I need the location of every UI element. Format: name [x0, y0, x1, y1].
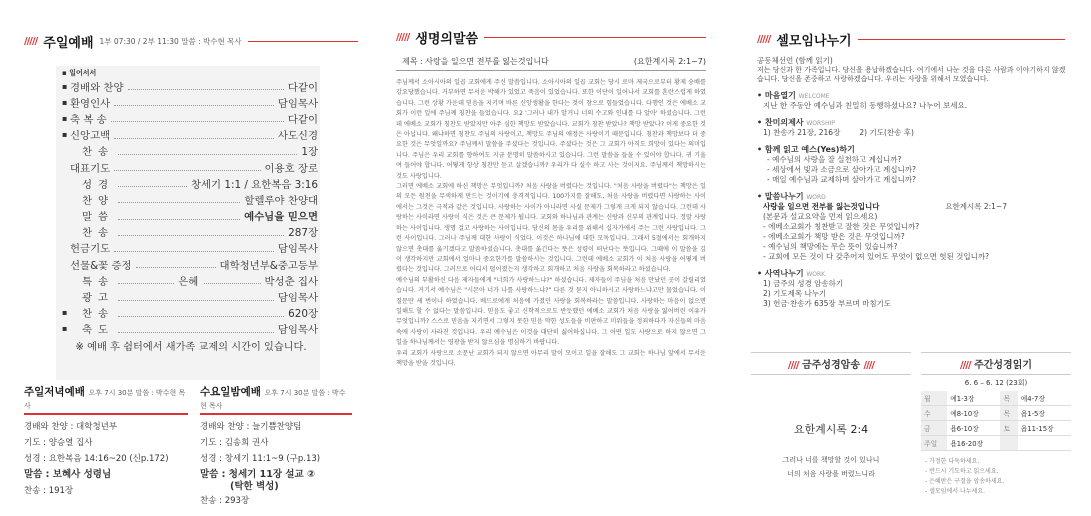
sermon-title-row — [396, 56, 706, 71]
evening-line: 찬송 : 191장 — [24, 486, 74, 496]
bullet-icon: ▪ — [62, 113, 68, 123]
evening-line: 성경 : 요한복음 14:16~20 (신p.172) — [24, 454, 169, 464]
slash-icon: ///// — [24, 36, 38, 47]
order-row — [62, 305, 320, 321]
order-value: 담임목사 — [277, 97, 318, 110]
slash-icon: ///// — [757, 34, 771, 45]
wednesday-line: 경배와 찬양 : 늘기쁨찬양팀 — [200, 422, 302, 432]
worship-column — [0, 0, 358, 516]
wednesday-lines — [200, 419, 352, 509]
order-value: 담임목사 — [277, 243, 318, 256]
bullet-icon: ▪ — [62, 130, 68, 140]
sermon-paragraph: 주님께서 소아시아의 일곱 교회에게 주신 말씀입니다. 소아시아의 일곱 교회는 당시 로마 제국으로부터 황제 숭배를 강요당했습니다. 거부하면 무서운 박해가 있었고 죽음이 있었습니다. 또한 이단이 일어나서 교회를 혼란스럽게 하였습니다. 그런 상황 가운데 믿음을 지키며 바른 신앙생활을 한다는 것이 참으로 힘들었습니다. 다행인 것은 에베소 교회가 이런 일에 주님께 칭찬을 들었습니다. 요2 '그러나 내가 알거니 너의 수고와 인내를 다 알아' 하셨습니다. 그런데 에베소 교회가 칭찬도 받았지만 아주 심한 책망도 받았습니다. 교회가 칭찬 받았나? 책망 받았나? 이게 중요한 것은 아닙니다. 왜냐하면 칭찬도 주님의 사랑이고, 책망도 주님의 애정은 사랑이기 때문입니다. 칭찬과 책망보다 더 중요한 것은 무엇일까요? 주님께서 말씀을 주셨다는 것입니다. 주셨다는 것은 그 교회가 아직도 희망이 있다는 의미입니다. 주님은 우리 교회를 향하여도 지금 분명히 말씀하시고 있습니다. 그런 말씀을 들을 수 있어야 합니다. 귀 기울여 들어야 합니다. 어떻게 항상 칭찬만 듣고 살겠습니까? 우리가 다 실수 하고 사는 것이지요. 주님께서 책망하시는 것도 사랑입니다. — [396, 79, 706, 180]
life-header — [396, 28, 706, 47]
q-word-item: - 에베소교회가 책망 받은 것은 무엇입니까? — [763, 232, 905, 241]
worship-note: ※ 예배 후 쉼터에서 새가족 교제의 시간이 있습니다. — [75, 342, 307, 353]
cell-title: 셀모임나누기 — [776, 34, 852, 49]
reading-passage: 예4-7장 — [1018, 391, 1071, 406]
q-word-sermon: 사랑을 일으면 전부를 잃는것입니다 요한계시록 2:1~7 — [763, 202, 1007, 211]
order-value: 할렐루야 찬양대 — [244, 194, 318, 207]
q-work-item: 2) 기도제목 나누기 — [763, 289, 827, 298]
wednesday-line: 성경 : 창세기 11:1~9 (구p.13) — [200, 454, 321, 464]
declaration: 저는 당신과 한 가족입니다. 당신을 용납하겠습니다. 여기에서 나눈 것을 다른 사람과 이야기하지 않겠습니다. 당신을 존중하고 사랑하겠습니다. 우리는 사랑을 위해서 모였습니다. — [757, 66, 1066, 83]
order-label: 말씀 — [82, 211, 115, 224]
order-label: 성경 — [82, 178, 115, 191]
reading-row — [921, 436, 1071, 451]
q-word-item: - 에베소교회가 칭찬받고 잘한 것은 무엇입니까? — [763, 222, 920, 231]
reading-row — [921, 421, 1071, 436]
cell-column — [733, 0, 1091, 516]
life-column — [364, 0, 726, 516]
reading-row — [921, 391, 1071, 406]
order-row — [62, 159, 320, 175]
order-label: 찬송 — [82, 227, 115, 240]
order-row — [62, 127, 320, 143]
order-value: 창세기 1:1 / 요한복음 3:16 — [190, 178, 318, 191]
q-work: • 사역나누기 WORK — [757, 269, 826, 278]
reading-passage: 욥16-20장 — [947, 436, 1000, 451]
order-row — [62, 256, 320, 272]
reading-day — [1000, 436, 1017, 451]
memory-title: //// 금주성경암송 //// — [751, 352, 911, 375]
reading-day: 월 — [921, 391, 947, 406]
reading-passage: 예1-3장 — [947, 391, 1000, 406]
bullet-icon: ▪ — [62, 324, 68, 334]
reading-note: - 셀모임에서 나누세요. — [925, 488, 986, 495]
order-row — [62, 224, 320, 240]
order-value: 박성춘 집사 — [264, 275, 318, 288]
order-value: 예수님을 믿으면 — [244, 211, 318, 224]
order-label: 찬송 — [82, 308, 115, 321]
reading-day: 금 — [921, 421, 947, 436]
worship-order — [56, 66, 320, 380]
bullet-icon: ▪ — [62, 81, 68, 91]
memory-line: 너의 처음 사랑을 버렸느니라 — [787, 470, 875, 478]
order-value: 담임목사 — [277, 324, 318, 337]
intro-label: ▪ 일어서서 — [62, 69, 97, 77]
order-row — [62, 288, 320, 304]
order-row — [62, 208, 320, 224]
memory-line: 그러나 너를 책망할 것이 있나니 — [782, 456, 880, 464]
order-label: 환영인사 — [70, 97, 111, 110]
order-label: 광고 — [82, 292, 115, 305]
sermon-paragraph: 우리 교회가 사랑으로 소문난 교회가 되지 않으면 아무리 말이 모이고 일을 잘해도 그 교회는 하나님 앞에서 무서운 책망을 받을 것입니다. — [396, 349, 706, 367]
order-row — [62, 240, 320, 256]
order-value: 담임목사 — [277, 292, 318, 305]
bullet-icon: ▪ — [62, 97, 68, 107]
sermon-paragraph: 예수님의 부활하신 다음 제자들에게 "너희가 사랑하느냐?" 하셨습니다. 제자들이 주님을 처음 만났던 곳이 갈릴리였습니다. 거기서 예수님은 "시몬아 너가 나를 사랑하느냐?" 다른 것 묻지 아니하시고 사랑하느냐고만 물었습니다. 이 질문만 세 번이나 하였습니다. 베드로에게 처음에 가졌던 사랑을 회복하라는 말씀입니다. 사랑하는 마음이 없으면 일해도 할 수 없다는 말씀입니다. 믿음도 좋고 신학적으로도 반듯했던 에베소 교회가 처음 사랑을 잃어버린 이유가 무엇입니까? 스스로 믿음을 지키면서 그렇지 못한 믿음 약한 성도들을 비판하고 미워들을 정죄하다가 자신들의 마음속에 사랑이 사라진 것입니다. 우리 예수님은 이것을 대단히 싫어하십니다. 그 어떤 일도 사랑으로 하지 않으면 그 일을 하나님께서는 영광을 받지 않으심을 명심하기 바랍니다. — [396, 276, 706, 347]
memory-verse-box — [751, 352, 911, 512]
worship-subtitle: 1부 07:30 / 2부 11:30 말씀 : 박수현 목사 — [99, 37, 242, 46]
sermon-paragraph: 그러면 에베소 교회에 하신 책망은 무엇입니까? 처음 사랑을 버렸다는 것입니다. "처음 사랑을 버렸다"는 책망은 일의 모든 원천을 무색하게 만드는 것이기에 충격적입니다. 100가지를 잘해도, 처음 사랑을 버렸다면 사랑하는 사이에서는 그것은 극적과 같은 것입니다. 사랑하는 사이가 아니라면 사실 문제가 그렇게 크게 되지 않습니다. 그런데 사랑하는 사이라면 사랑이 식은 것은 큰 문제가 됩니다. 교회와 하나님과 관계는 신랑과 신부의 관계입니다. 정말 사랑하는 사이입니다. 생명 걸고 사랑하는 사이입니다. 당신의 몸을 우리를 위해서 십자가에서 주는 그런 사랑입니다. 그런 사이입니다. 그러나 주님께 대한 사랑이 식었다. 이것은 하나님에 대한 모독입니다. 그래서 5절에서는 회개하지 않으면 촛대를 옮기겠다고 말씀하셨습니다. 촛대를 옮긴다는 뜻은 성령이 떠난다는 뜻입니다. 그때에 이 말씀을 깊이 생각하지만 교회에서 얼마나 중요한가를 말씀하시는 것입니다. 그런데 에베소 교회가 이 처음 사랑을 어떻게 버렸다는 것입니다. 그러므로 어디서 떨어졌는지 생각하고 회개하고 처음 사랑을 회복하라고 하셨습니다. — [396, 183, 706, 274]
evening-lines — [24, 419, 188, 499]
q-work-item: 1) 금주의 성경 암송하기 — [763, 279, 844, 288]
order-value: 1장 — [301, 146, 318, 159]
wednesday-worship — [200, 384, 352, 509]
evening-line: 기도 : 양승열 집사 — [24, 438, 93, 448]
order-value: 다같이 — [287, 113, 318, 126]
order-label: 경배와 찬양 — [70, 81, 124, 94]
q-yes-item: - 매일 예수님과 교제하며 살아가고 계십니까? — [767, 175, 917, 184]
memory-ref: 요한계시록 2:4 — [793, 423, 869, 436]
order-value: 사도신경 — [277, 130, 318, 143]
order-label: 찬양 — [82, 194, 115, 207]
bullet-icon: ▪ — [62, 308, 68, 318]
q-word-item: (본문과 설교요약을 먼저 읽으세요) — [763, 212, 878, 221]
reading-passage: 욥1-5장 — [1018, 406, 1071, 421]
reading-passage: 욥11-15장 — [1018, 421, 1071, 436]
slash-icon: ///// — [396, 32, 410, 43]
q-yes-item: - 예수님의 사랑을 잘 실천하고 계십니까? — [767, 155, 902, 164]
reading-day: 토 — [1000, 421, 1017, 436]
q-worship: • 찬미의제사 WORSHIP — [757, 118, 835, 127]
reading-day: 수 — [921, 406, 947, 421]
q-work-item: 3) 헌금·찬송가 635장 부르며 마침기도 — [763, 299, 892, 308]
reading-row — [921, 406, 1071, 421]
evening-line: 말씀 : 보혜사 성령님 — [24, 469, 112, 480]
q-yes: • 함께 읽고 예스(Yes)하기 — [757, 145, 855, 154]
wednesday-line: (탁한 벽성) — [230, 481, 279, 492]
order-row — [62, 175, 320, 191]
reading-notes — [921, 457, 1071, 497]
reading-note: - 은혜받은 구절을 암송하세요. — [925, 478, 1005, 485]
order-mid: 은혜 — [178, 275, 199, 288]
reading-box — [921, 352, 1071, 512]
q-work-list — [757, 279, 1067, 309]
order-label: 선물&꽃 증정 — [70, 259, 132, 272]
order-row — [62, 321, 320, 337]
reading-title: //// 주간성경읽기 — [921, 352, 1071, 375]
memory-text — [751, 453, 911, 481]
worship-title: 주일예배 — [43, 36, 94, 51]
q-word-item: - 교회에 모든 것이 다 갖추어져 있어도 무엇이 없으면 헛된 것입니까? — [763, 252, 990, 261]
evening-worship — [24, 384, 188, 499]
order-row — [62, 272, 320, 288]
reading-day: 목 — [1000, 406, 1017, 421]
cell-header — [757, 30, 1065, 49]
order-label: 헌금기도 — [70, 243, 111, 256]
order-value: 620장 — [288, 308, 318, 321]
order-value: 대학청년부&중고등부 — [219, 259, 318, 272]
q-word-list — [757, 212, 1067, 262]
order-value: 이용호 장로 — [264, 162, 318, 175]
order-label: 축도 — [82, 324, 115, 337]
q-yes-list — [757, 155, 1067, 185]
evening-title: 주일저녁예배 오후 7시 30분 말씀 : 박수현 목사 — [24, 384, 188, 415]
reading-dates: 6. 6 – 6. 12 (23회) — [964, 379, 1028, 387]
worship-header — [24, 32, 358, 51]
order-label: 대표기도 — [70, 162, 111, 175]
wednesday-line: 말씀 : 청세기 11장 설교 ② — [200, 469, 316, 480]
order-row — [62, 94, 320, 110]
cell-content — [757, 56, 1067, 309]
sermon-body — [396, 78, 706, 514]
sermon-title: 제목 : 사랑을 일으면 전부를 잃는것입니다 — [402, 57, 549, 66]
reading-note: - 가정한 다독하세요. — [925, 458, 980, 465]
order-row — [62, 78, 320, 94]
q-word: • 말씀나누기 WORD — [757, 192, 826, 201]
order-row — [62, 110, 320, 126]
order-value: 287장 — [288, 227, 318, 240]
reading-day: 주일 — [921, 436, 947, 451]
reading-day: 목 — [1000, 391, 1017, 406]
q-yes-item: - 세상에서 빛과 소금으로 살아가고 계십니까? — [767, 165, 917, 174]
q-welcome-text: 지난 한 주동안 예수님과 친밀히 동행하셨나요? 나누어 보세요. — [763, 101, 968, 110]
declaration-title: 공동체선언 (함께 읽기) — [757, 56, 833, 65]
reading-note: - 반드시 기도하고 읽으세요. — [925, 468, 999, 475]
wednesday-line: 찬송 : 293장 — [200, 496, 250, 506]
life-title: 생명의말씀 — [415, 32, 479, 47]
q-worship-text: 1) 찬송가 21장, 216장 2) 기도(찬송 후) — [763, 128, 914, 137]
order-label: 찬송 — [82, 146, 115, 159]
order-label: 신앙고백 — [70, 130, 111, 143]
evening-line: 경배와 찬양 : 대학청년부 — [24, 422, 118, 432]
q-welcome: • 마음열기 WELCOME — [757, 91, 830, 100]
order-row — [62, 191, 320, 207]
reading-passage: 예8-10장 — [947, 406, 1000, 421]
wednesday-title: 수요일밤예배 오후 7시 30분 말씀 : 박수현 목사 — [200, 384, 352, 415]
sermon-ref: (요한계시록 2:1~7) — [633, 57, 706, 66]
order-value: 다같이 — [287, 81, 318, 94]
q-word-item: - 예수님의 책망에는 무슨 뜻이 있습니까? — [763, 242, 898, 251]
order-row — [62, 143, 320, 159]
reading-table — [921, 391, 1071, 451]
order-label: 특송 — [82, 275, 115, 288]
reading-passage — [1018, 436, 1071, 451]
reading-passage: 욥6-10장 — [947, 421, 1000, 436]
wednesday-line: 기도 : 김송희 권사 — [200, 438, 269, 448]
order-label: 축 복 송 — [70, 113, 107, 126]
